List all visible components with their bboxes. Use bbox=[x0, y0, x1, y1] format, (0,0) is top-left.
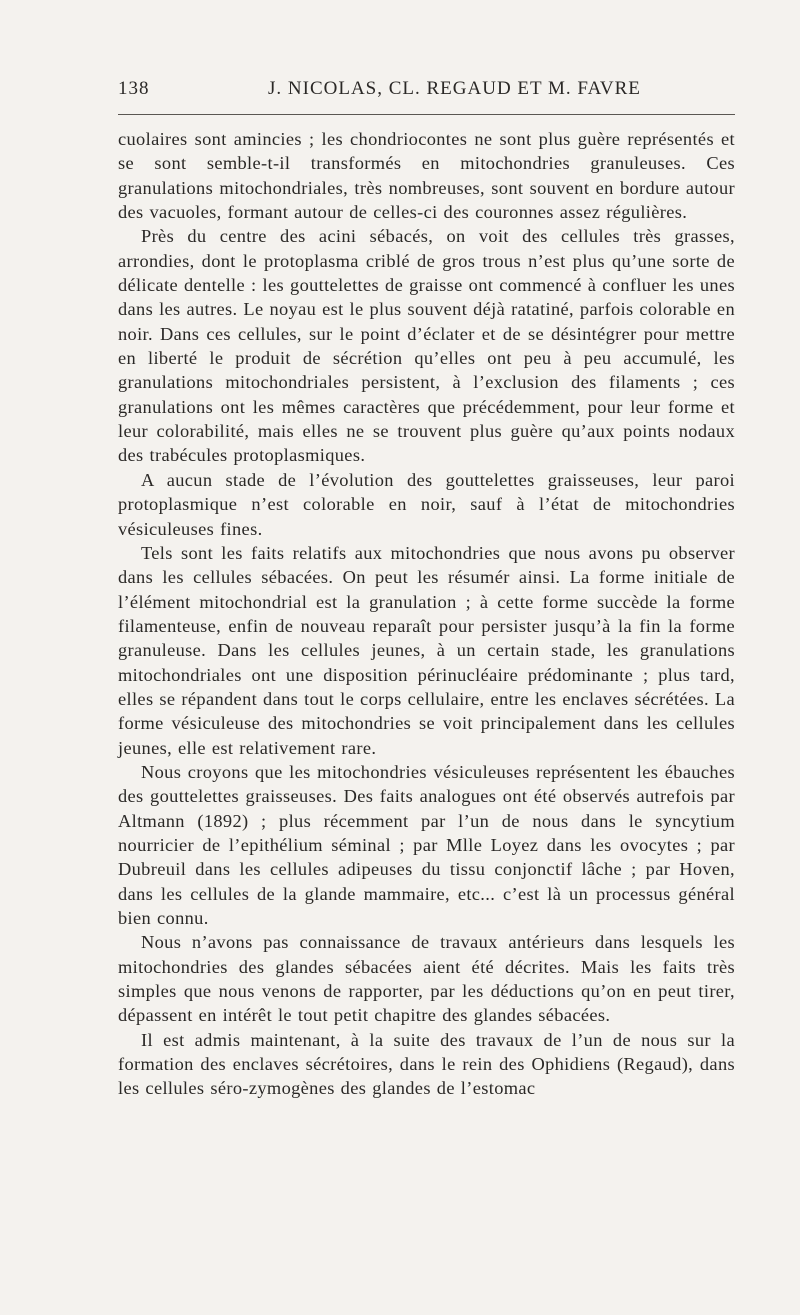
paragraph: A aucun stade de l’évolution des gouttelettes graisseuses, leur paroi protoplasmique n’est colorable en noir, sauf à l’état de mitochondries vésiculeuses fines. bbox=[118, 469, 735, 539]
paragraph: cuolaires sont amincies ; les chondriocontes ne sont plus guère représentés et se sont semble-t-il transformés en mitochondries granuleuses. Ces granulations mitochondriales, très nombreuses, sont souvent en bordure autour des vacuoles, formant autour de celles-ci des couronnes assez régulières. bbox=[118, 129, 735, 223]
running-head-title: J. NICOLAS, CL. REGAUD ET M. FAVRE bbox=[268, 78, 641, 99]
header-rule bbox=[118, 114, 735, 115]
paragraph: Il est admis maintenant, à la suite des travaux de l’un de nous sur la formation des enclaves sécrétoires, dans le rein des Ophidiens (Regaud), dans les cellules séro-zymogènes des glandes de l’estomac bbox=[118, 1029, 735, 1099]
running-header bbox=[118, 78, 735, 106]
page-number: 138 bbox=[118, 78, 150, 99]
body-text bbox=[118, 127, 735, 1101]
paragraph: Tels sont les faits relatifs aux mitochondries que nous avons pu observer dans les cellules sébacées. On peut les résumér ainsi. La forme initiale de l’élément mitochondrial est la granulation ; à cette forme succède la forme filamenteuse, enfin de nouveau reparaît pour persister jusqu’à la fin la forme granuleuse. Dans les cellules jeunes, à un certain stade, les granulations mitochondriales ont une disposition périnucléaire prédominante ; plus tard, elles se répandent dans tout le corps cellulaire, entre les enclaves sécrétées. La forme vésiculeuse des mitochondries se voit principalement dans les cellules jeunes, elle est relativement rare. bbox=[118, 542, 735, 758]
paragraph: Près du centre des acini sébacés, on voit des cellules très grasses, arrondies, dont le protoplasma criblé de gros trous n’est plus qu’une sorte de délicate dentelle : les gouttelettes de graisse ont commencé à confluer les unes dans les autres. Le noyau est le plus souvent déjà ratatiné, parfois colorable en noir. Dans ces cellules, sur le point d’éclater et de se désintégrer pour mettre en liberté le produit de sécrétion qu’elles ont peu à peu accumulé, les granulations mitochondriales persistent, à l’exclusion des filaments ; ces granulations ont les mêmes caractères que précédemment, pour leur forme et leur colorabilité, mais elles ne se trouvent plus guère qu’aux points nodaux des trabécules protoplasmiques. bbox=[118, 226, 735, 466]
paragraph: Nous croyons que les mitochondries vésiculeuses représentent les ébauches des gouttelettes graisseuses. Des faits analogues ont été observés autrefois par Altmann (1892) ; plus récemment par l’un de nous dans le syncytium nourricier de l’epithélium séminal ; par Mlle Loyez dans les ovocytes ; par Dubreuil dans les cellules adipeuses du tissu conjonctif lâche ; par Hoven, dans les cellules de la glande mammaire, etc... c’est là un processus général bien connu. bbox=[118, 761, 735, 928]
paragraph: Nous n’avons pas connaissance de travaux antérieurs dans lesquels les mitochondries des glandes sébacées aient été décrites. Mais les faits très simples que nous venons de rapporter, par les déductions qu’on en peut tirer, dépassent en intérêt le tout petit chapitre des glandes sébacées. bbox=[118, 932, 735, 1026]
